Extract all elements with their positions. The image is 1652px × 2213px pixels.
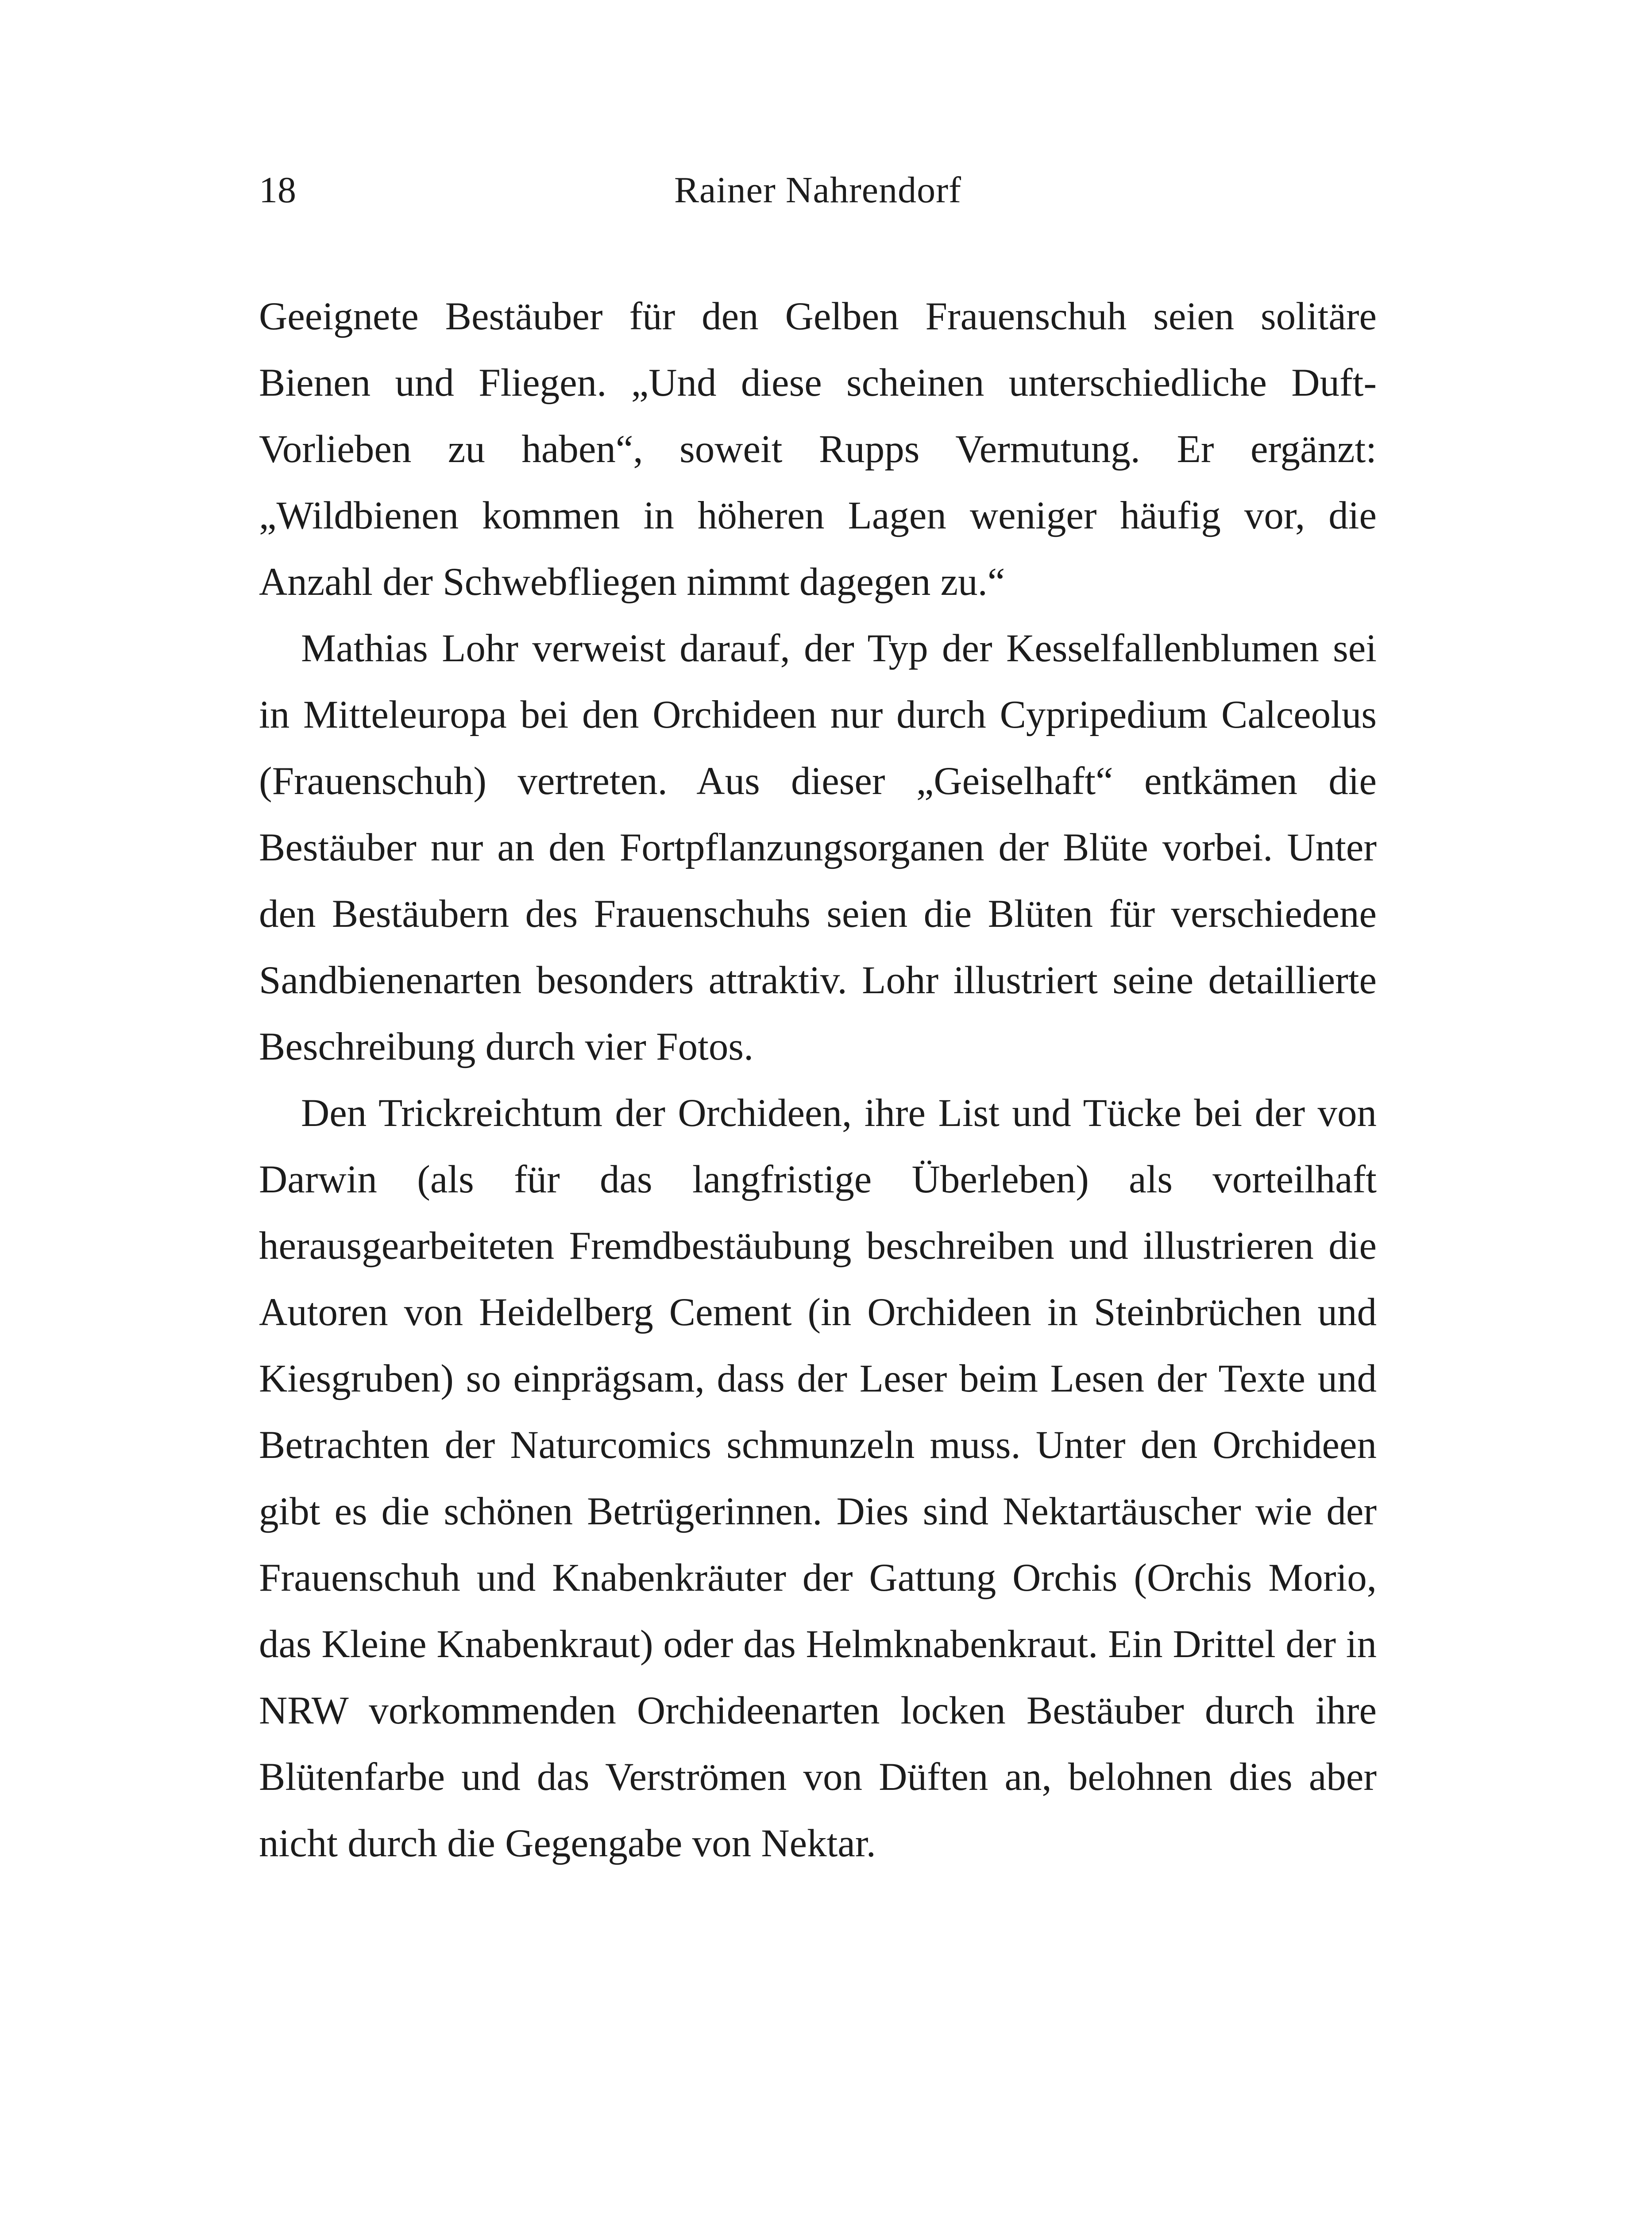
paragraph-2: Mathias Lohr verweist darauf, der Typ der Kesselfallenblumen sei in Mitteleuropa bei den Orchideen nur durch Cypripedium Calceolus (Frauenschuh) vertreten. Aus dieser „Geiselhaft“ entkämen die Bestäuber nur an den Fortpflanzungsorganen der Blüte vorbei. Unter den Bestäubern des Frauenschuhs seien die Blüten für verschiedene Sandbienenarten besonders attraktiv. Lohr illustriert seine detaillierte Beschreibung durch vier Fotos. [259, 627, 1377, 1068]
running-title: Rainer Nahrendorf [674, 170, 962, 211]
body-text [259, 283, 1377, 1877]
paragraph-3: Den Trickreichtum der Orchideen, ihre List und Tücke bei der von Darwin (als für das langfristige Überleben) als vorteilhaft herausgearbeiteten Fremdbestäubung beschreiben und illustrieren die Autoren von Heidelberg Cement (in Orchideen in Steinbrüchen und Kiesgruben) so einprägsam, dass der Leser beim Lesen der Texte und Betrachten der Naturcomics schmunzeln muss. Unter den Orchideen gibt es die schönen Betrügerinnen. Dies sind Nektartäuscher wie der Frauenschuh und Knabenkräuter der Gattung Orchis (Orchis Morio, das Kleine Knabenkraut) oder das Helmknabenkraut. Ein Drittel der in NRW vorkommenden Orchideenarten locken Bestäuber durch ihre Blütenfarbe und das Verströmen von Düften an, belohnen dies aber nicht durch die Gegengabe von Nektar. [259, 1091, 1377, 1865]
running-head [259, 164, 1377, 217]
paragraph-1: Geeignete Bestäuber für den Gelben Frauenschuh seien solitäre Bienen und Fliegen. „Und diese scheinen unterschiedliche Duft-Vorlieben zu haben“, soweit Rupps Vermutung. Er ergänzt: „Wildbienen kommen in höheren Lagen weniger häufig vor, die Anzahl der Schwebfliegen nimmt dagegen zu.“ [259, 295, 1377, 604]
page-number: 18 [259, 170, 296, 211]
